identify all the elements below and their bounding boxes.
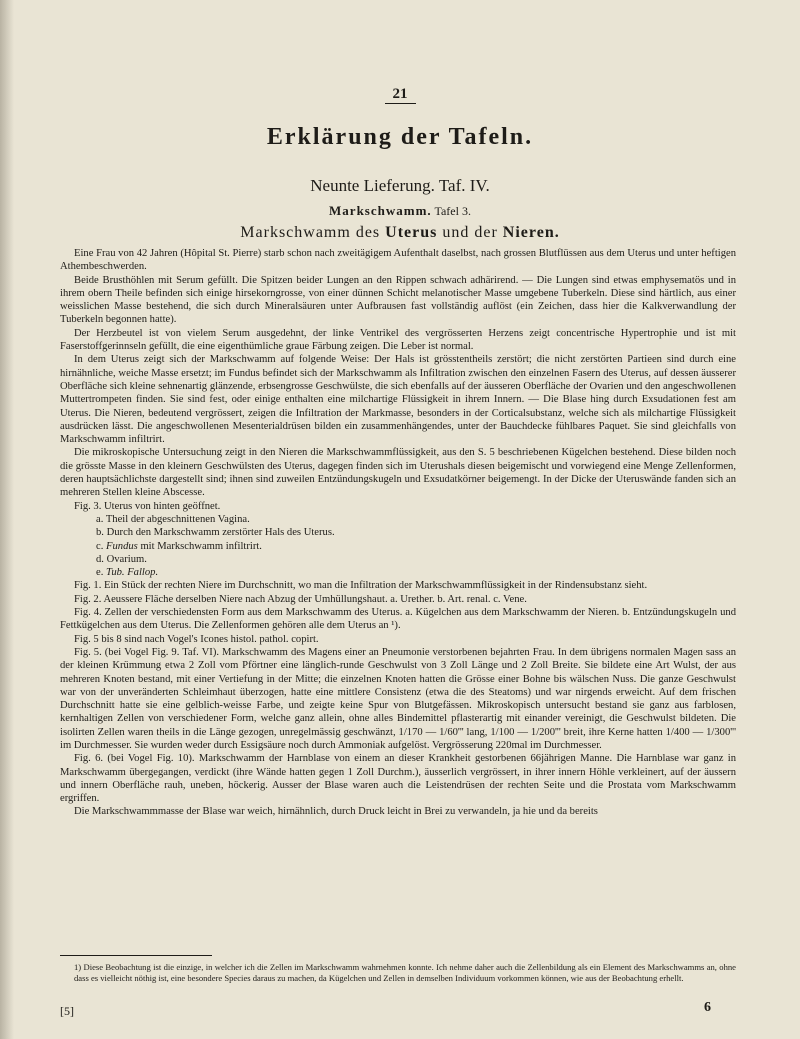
figure-legend-item: a. Theil der abgeschnittenen Vagina. xyxy=(96,513,250,525)
paragraph: Die mikroskopische Untersuchung zeigt in den Nieren die Markschwammflüssigkeit, aus den S. 5 beschriebenen Kügelchen bestehend. Diese bilden noch die grösste Masse in den kleinern Geschwülsten des Uterus, dagegen finden sich im Uterushals diesen beigemischt und vorwiegend eine Menge Zellenformen, deren hauptsächlichste dargestellt sind; ihnen sind zuweilen Entzündungskugeln und Exsudatkörner beigemengt. In der Dicke der Uteruswände fanden sich an mehreren Stellen kleine Abscesse. xyxy=(60,447,736,499)
figure-caption: Fig. 5. (bei Vogel Fig. 9. Taf. VI). Markschwamm des Magens einer an Pneumonie verstorbenen bejahrten Frau. In dem übrigens normalen Magen sass an der kleinen Krümmung etwa 2 Zoll vom Pförtner eine länglich-runde Geschwulst von 3 Zoll Länge und 2 Zoll Breite. Sie bildete eine Art Wulst, der aus mehreren Knoten bestand, mit einer Vertiefung in der Mitte; die einzelnen Knoten hatten die Grösse einer Bohne bis wälschen Nuss. Die ganze Geschwulst war von der unveränderten Schleimhaut überzogen, hatte eine mittlere Consistenz (etwa die des Steatoms) und war nirgends erweicht. Auf dem frischen Durchschnitt hatte sie eine gelblich-weisse Farbe, und zeigte keine Spur von Blutgefässen. Mikroskopisch untersucht bestand sie ganz aus farblosen, kernhaltigen Zellen von verschiedener Form, welche ganz allein, ohne alles Bindemittel pflasterartig mit einander vereinigt, die Geschwulst bildeten. Die isolirten Zellen waren theils in die Länge gezogen, unregelmässig geschwänzt, 1/170 — 1/60''' lang, 1/100 — 1/200''' breit, ihre Kerne hatten 1/400 — 1/300''' im Durchmesser. Sie wurden weder durch Essigsäure noch durch Ammoniak aufgelöst. Vergrösserung 220mal im Durchmesser. xyxy=(60,646,736,751)
page-number: 21 xyxy=(0,86,800,103)
subtitle: Neunte Lieferung. Taf. IV. xyxy=(310,176,490,195)
section-heading: Markschwamm des Uterus und der Nieren. xyxy=(240,224,560,241)
section-line xyxy=(0,203,800,219)
figure-caption: Fig. 2. Aeussere Fläche derselben Niere nach Abzug der Umhüllungshaut. a. Urether. b. Art. renal. c. Vene. xyxy=(74,593,527,605)
figure-legend-item: c. Fundus mit Markschwamm infiltrirt. xyxy=(96,540,262,552)
plate-label: Tafel 3. xyxy=(434,204,471,218)
figure-caption: Fig. 4. Zellen der verschiedensten Form aus dem Markschwamm des Uterus. a. Kügelchen aus dem Markschwamm der Nieren. b. Entzündungskugeln und Fettkügelchen aus dem Uterus. Die Zellenformen gehören alle dem Uterus an ¹). xyxy=(60,607,736,632)
paragraph: In dem Uterus zeigt sich der Markschwamm auf folgende Weise: Der Hals ist grösstentheils zerstört; die nicht zerstörten Partieen sind durch eine hirnähnliche, weiche Masse ersetzt; im Fundus befindet sich der Markschwamm als Infiltration zwischen den einzelnen Fasern des Uterus, auf dessen äusserer Oberfläche sich kleine sehnenartig glänzende, erbsengrosse Geschwülste, die sich ebenfalls auf der äusseren Oberfläche der Ovarien und den angeschwollenen Muttertrompeten finden. Sie sind fest, oder einige enthalten eine milchartige Flüssigkeit in ihrem Innern. — Die Blase hing durch Exsudationen fest am Uterus. Die Nieren, bedeutend vergrössert, zeigen die Infiltration der Markmasse, besonders in der Corticalsubstanz, welche sich als milchartige Flüssigkeit ausdrücken lässt. Die angeschwollenen Mesenterialdrüsen bilden ein zusammenhängendes, unter der Bauchdecke fühlbares Paquet. Sie sind gleichfalls von Markschwamm infiltrirt. xyxy=(60,354,736,446)
figure-legend-item: b. Durch den Markschwamm zerstörter Hals des Uterus. xyxy=(96,527,335,539)
page-title: Erklärung der Tafeln. xyxy=(266,124,534,150)
footnote: 1) Diese Beobachtung ist die einzige, in welcher ich die Zellen im Markschwamm wahrnehmen konnte. Ich nehme daher auch die Zellenbildung als ein Element des Markschwamms an, ohne dass es vielleicht nöthig ist, eine besondere Species daraus zu machen, da Kügelchen und Zellen in demselben Individuum vorkommen können, wie aus der Beobachtung erhellt. xyxy=(74,962,736,983)
binding-shadow xyxy=(0,0,14,1039)
paragraph: Der Herzbeutel ist von vielem Serum ausgedehnt, der linke Ventrikel des vergrösserten Herzens zeigt concentrische Hypertrophie und ist mit Faserstoffgerinnseln gefüllt, die eine eigenthümliche graue Färbung zeigen. Die Leber ist normal. xyxy=(60,327,736,353)
figure-caption: Fig. 6. (bei Vogel Fig. 10). Markschwamm der Harnblase von einem an dieser Krankheit gestorbenen 66jährigen Manne. Die Harnblase war ganz in Markschwamm übergegangen, verdickt (ihre Wände hatten gegen 1 Zoll Durchm.), äusserlich vergrössert, in ihrer innern Höhle verkleinert, auf der äussern und innern Oberfläche rauh, uneben, höckerig. Ausser der Blase waren auch die Leistendrüsen der rechten Seite und die Prostata vom Markschwamm ergriffen. xyxy=(60,753,736,805)
paragraph: Die Markschwammmasse der Blase war weich, hirnähnlich, durch Druck leicht in Brei zu verwandeln, ja hie und da bereits xyxy=(74,806,598,818)
figure-caption: Fig. 1. Ein Stück der rechten Niere im Durchschnitt, wo man die Infiltration der Markschwammflüssigkeit in der Rindensubstanz sieht. xyxy=(74,580,648,592)
figure-caption: Fig. 5 bis 8 sind nach Vogel's Icones histol. pathol. copirt. xyxy=(74,633,319,645)
signature-mark: [5] xyxy=(60,1004,74,1018)
body-text xyxy=(60,247,736,819)
figure-legend-item: d. Ovarium. xyxy=(96,553,147,565)
paragraph: Beide Brusthöhlen mit Serum gefüllt. Die Spitzen beider Lungen an den Rippen schwach adhärirend. — Die Lungen sind etwas emphysematös und in ihrem obern Theile befinden sich einige hirsekorngrosse, von einer dünnen Schicht melanotischer Masse umgebene Tuberkeln. Diese sind härtlich, aus einer weisslichen Masse bestehend, die sich durch Mineralsäuren unter Aufbrausen fast vollständig auflöst (ein Zeichen, dass hier die Kalkverwandlung der Tuberkeln begonnen hatte). xyxy=(60,274,736,326)
sheet-number: 6 xyxy=(704,1000,711,1015)
figure-caption: Fig. 3. Uterus von hinten geöffnet. xyxy=(74,500,221,512)
paragraph: Eine Frau von 42 Jahren (Hôpital St. Pierre) starb schon nach zweitägigem Aufenthalt daselbst, nach grossen Blutflüssen aus dem Uterus und unter heftigen Athembeschwerden. xyxy=(60,248,736,273)
section-name: Markschwamm. xyxy=(329,203,432,218)
footnote-divider xyxy=(60,955,212,956)
figure-legend-item: e. Tub. Fallop. xyxy=(96,567,159,579)
